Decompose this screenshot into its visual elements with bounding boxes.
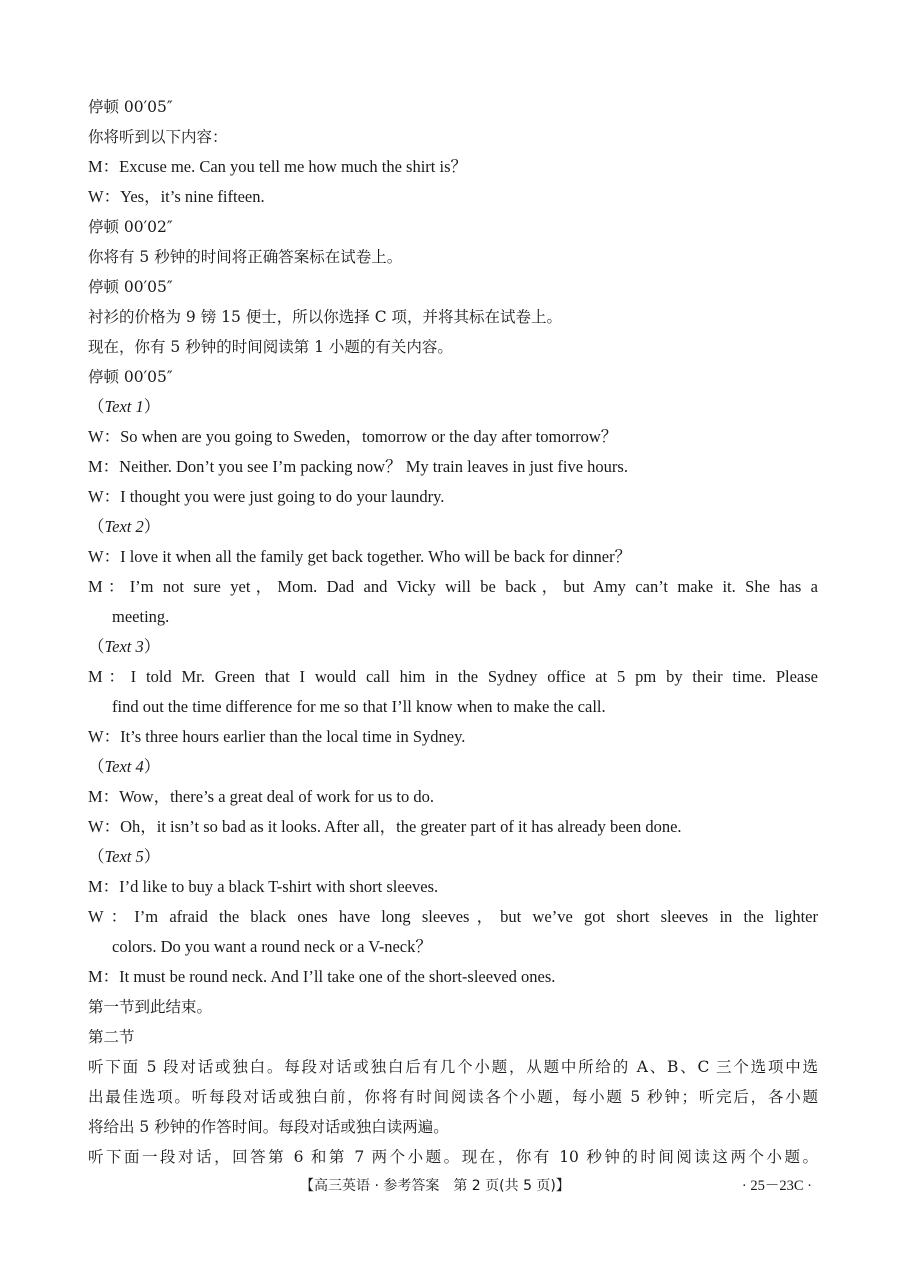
label-close-paren: ） xyxy=(143,397,161,416)
footer-page-info: 【高三英语 · 参考答案 第 2 页(共 5 页)】 xyxy=(300,1178,570,1194)
dialogue-line: W：I love it when all the family get back together. Who will be back for dinner？ xyxy=(88,547,632,566)
dialogue-line: M：I’m not sure yet，Mom. Dad and Vicky will be back，but Amy can’t make it. She has a xyxy=(88,577,818,596)
dialogue-line: W：I thought you were just going to do your laundry. xyxy=(88,487,445,506)
page-footer xyxy=(0,1173,900,1199)
label-open-paren: （ xyxy=(88,757,105,776)
instruction-line: 听下面一段对话，回答第 6 和第 7 两个小题。现在，你有 10 秒钟的时间阅读这两个小题。 xyxy=(88,1148,818,1166)
instruction-line: 停顿 00′02″ xyxy=(88,218,173,236)
instruction-line: 你将听到以下内容： xyxy=(88,128,228,146)
label-text: Text 1 xyxy=(104,397,144,416)
instruction-line: 将给出 5 秒钟的作答时间。每段对话或独白读两遍。 xyxy=(88,1118,449,1136)
label-close-paren: ） xyxy=(143,637,161,656)
text-section-label xyxy=(88,632,818,662)
label-text: Text 3 xyxy=(104,637,144,656)
dialogue-line: W：It’s three hours earlier than the local time in Sydney. xyxy=(88,727,466,746)
dialogue-line: W：So when are you going to Sweden，tomorrow or the day after tomorrow？ xyxy=(88,427,618,446)
dialogue-line: W：Oh，it isn’t so bad as it looks. After all，the greater part of it has already been done. xyxy=(88,817,682,836)
dialogue-line: colors. Do you want a round neck or a V-neck？ xyxy=(112,937,432,956)
dialogue-line: meeting. xyxy=(112,607,170,626)
label-text: Text 2 xyxy=(104,517,144,536)
instruction-line: 衬衫的价格为 9 镑 15 便士，所以你选择 C 项，并将其标在试卷上。 xyxy=(88,308,563,326)
label-open-paren: （ xyxy=(88,637,105,656)
label-text: Text 5 xyxy=(104,847,144,866)
label-close-paren: ） xyxy=(143,757,161,776)
instruction-line: 出最佳选项。听每段对话或独白前，你将有时间阅读各个小题，每小题 5 秒钟；听完后，各小题 xyxy=(88,1088,818,1106)
dialogue-line: M：Wow，there’s a great deal of work for us to do. xyxy=(88,787,435,806)
dialogue-line: W：Yes，it’s nine fifteen. xyxy=(88,187,265,206)
text-section-label xyxy=(88,392,818,422)
footer-code: · 25－23C · xyxy=(741,1178,812,1194)
label-close-paren: ） xyxy=(143,517,161,536)
dialogue-line: M：It must be round neck. And I’ll take one of the short-sleeved ones. xyxy=(88,967,556,986)
label-text: Text 4 xyxy=(104,757,144,776)
dialogue-line: M：I’d like to buy a black T-shirt with short sleeves. xyxy=(88,877,439,896)
instruction-line: 你将有 5 秒钟的时间将正确答案标在试卷上。 xyxy=(88,248,403,266)
text-section-label xyxy=(88,752,818,782)
instruction-line: 听下面 5 段对话或独白。每段对话或独白后有几个小题，从题中所给的 A、B、C 三个选项中选 xyxy=(88,1058,818,1076)
instruction-line: 现在，你有 5 秒钟的时间阅读第 1 小题的有关内容。 xyxy=(88,338,453,356)
instruction-line: 第一节到此结束。 xyxy=(88,998,213,1016)
instruction-line: 停顿 00′05″ xyxy=(88,98,173,116)
dialogue-line: M：Neither. Don’t you see I’m packing now？ My train leaves in just five hours. xyxy=(88,457,628,476)
text-section-label xyxy=(88,512,818,542)
text-section-label xyxy=(88,842,818,872)
instruction-line: 停顿 00′05″ xyxy=(88,278,173,296)
dialogue-line: M：I told Mr. Green that I would call him in the Sydney office at 5 pm by their time. Please xyxy=(88,667,818,686)
dialogue-line: W：I’m afraid the black ones have long sleeves，but we’ve got short sleeves in the lighter xyxy=(88,907,818,926)
label-open-paren: （ xyxy=(88,847,105,866)
document-body xyxy=(88,92,818,1172)
instruction-line: 第二节 xyxy=(88,1028,135,1046)
instruction-line: 停顿 00′05″ xyxy=(88,368,173,386)
dialogue-line: M：Excuse me. Can you tell me how much the shirt is？ xyxy=(88,157,467,176)
label-close-paren: ） xyxy=(143,847,161,866)
label-open-paren: （ xyxy=(88,397,105,416)
label-open-paren: （ xyxy=(88,517,105,536)
dialogue-line: find out the time difference for me so that I’ll know when to make the call. xyxy=(112,697,606,716)
